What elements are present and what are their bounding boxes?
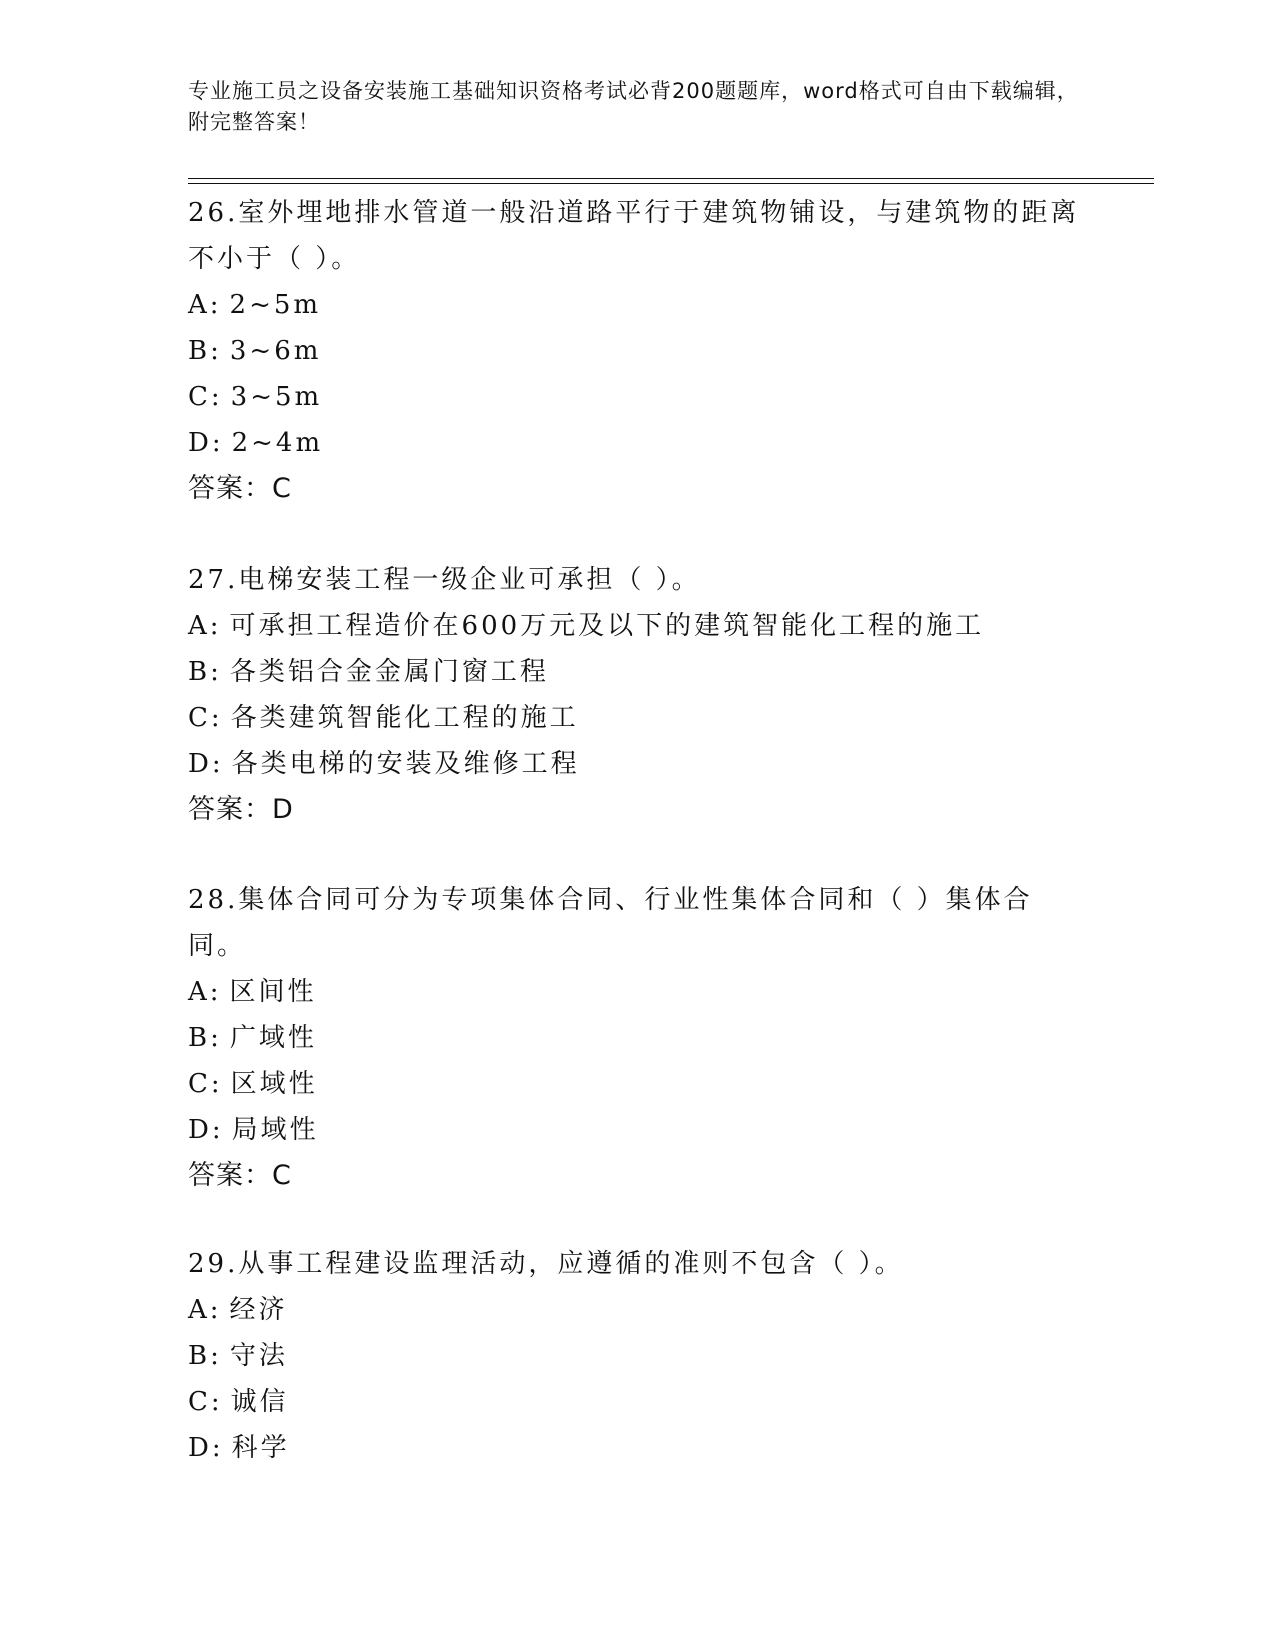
option-a	[188, 969, 1088, 1015]
option-key: B:	[188, 336, 222, 366]
option-text: 局域性	[231, 1115, 319, 1145]
option-key: A:	[188, 1295, 222, 1325]
option-c	[188, 1379, 1088, 1425]
option-d	[188, 420, 1088, 466]
option-a	[188, 1287, 1088, 1333]
option-text: 经济	[229, 1295, 288, 1325]
question-stem: 27.电梯安装工程一级企业可承担（ ）。	[188, 565, 701, 595]
header-divider-bottom	[188, 183, 1154, 184]
option-text: 区域性	[230, 1069, 318, 1099]
option-text: 2~5m	[229, 290, 322, 320]
option-text: 科学	[231, 1433, 290, 1463]
option-key: D:	[188, 1115, 224, 1145]
option-text: 3~5m	[230, 382, 323, 412]
question-stem: 29.从事工程建设监理活动，应遵循的准则不包含（ ）。	[188, 1249, 904, 1279]
header-divider-top	[188, 178, 1154, 179]
option-b	[188, 1333, 1088, 1379]
question-stem: 26.室外埋地排水管道一般沿道路平行于建筑物铺设，与建筑物的距离不小于（ ）。	[188, 198, 1080, 274]
option-key: B:	[188, 657, 222, 687]
question-27	[188, 557, 1088, 833]
option-c	[188, 695, 1088, 741]
option-c	[188, 374, 1088, 420]
option-key: C:	[188, 1069, 223, 1099]
option-d	[188, 1425, 1088, 1471]
option-key: B:	[188, 1023, 222, 1053]
option-b	[188, 328, 1088, 374]
option-text: 诚信	[230, 1387, 289, 1417]
option-a	[188, 282, 1088, 328]
option-key: C:	[188, 1387, 223, 1417]
option-text: 可承担工程造价在600万元及以下的建筑智能化工程的施工	[229, 611, 985, 641]
question-28	[188, 877, 1088, 1199]
answer-line: 答案：C	[188, 1160, 292, 1191]
question-29	[188, 1241, 1088, 1471]
option-text: 广域性	[229, 1023, 317, 1053]
option-key: A:	[188, 611, 222, 641]
option-key: A:	[188, 977, 222, 1007]
option-key: A:	[188, 290, 222, 320]
option-b	[188, 649, 1088, 695]
option-key: C:	[188, 382, 223, 412]
question-26	[188, 190, 1088, 512]
option-b	[188, 1015, 1088, 1061]
option-text: 区间性	[229, 977, 317, 1007]
option-text: 守法	[229, 1341, 288, 1371]
document-header: 专业施工员之设备安装施工基础知识资格考试必背200题题库，word格式可自由下载编辑，附完整答案！	[188, 79, 1079, 134]
option-key: C:	[188, 703, 223, 733]
option-text: 2~4m	[231, 428, 324, 458]
option-c	[188, 1061, 1088, 1107]
option-key: D:	[188, 749, 224, 779]
option-key: D:	[188, 1433, 224, 1463]
option-d	[188, 1107, 1088, 1153]
question-stem: 28.集体合同可分为专项集体合同、行业性集体合同和（ ）集体合同。	[188, 885, 1033, 961]
option-text: 各类铝合金金属门窗工程	[229, 657, 549, 687]
option-key: B:	[188, 1341, 222, 1371]
option-text: 3~6m	[229, 336, 322, 366]
option-d	[188, 741, 1088, 787]
option-text: 各类建筑智能化工程的施工	[230, 703, 579, 733]
option-key: D:	[188, 428, 224, 458]
option-text: 各类电梯的安装及维修工程	[231, 749, 580, 779]
answer-line: 答案：C	[188, 473, 292, 504]
answer-line: 答案：D	[188, 794, 294, 825]
option-a	[188, 603, 1088, 649]
